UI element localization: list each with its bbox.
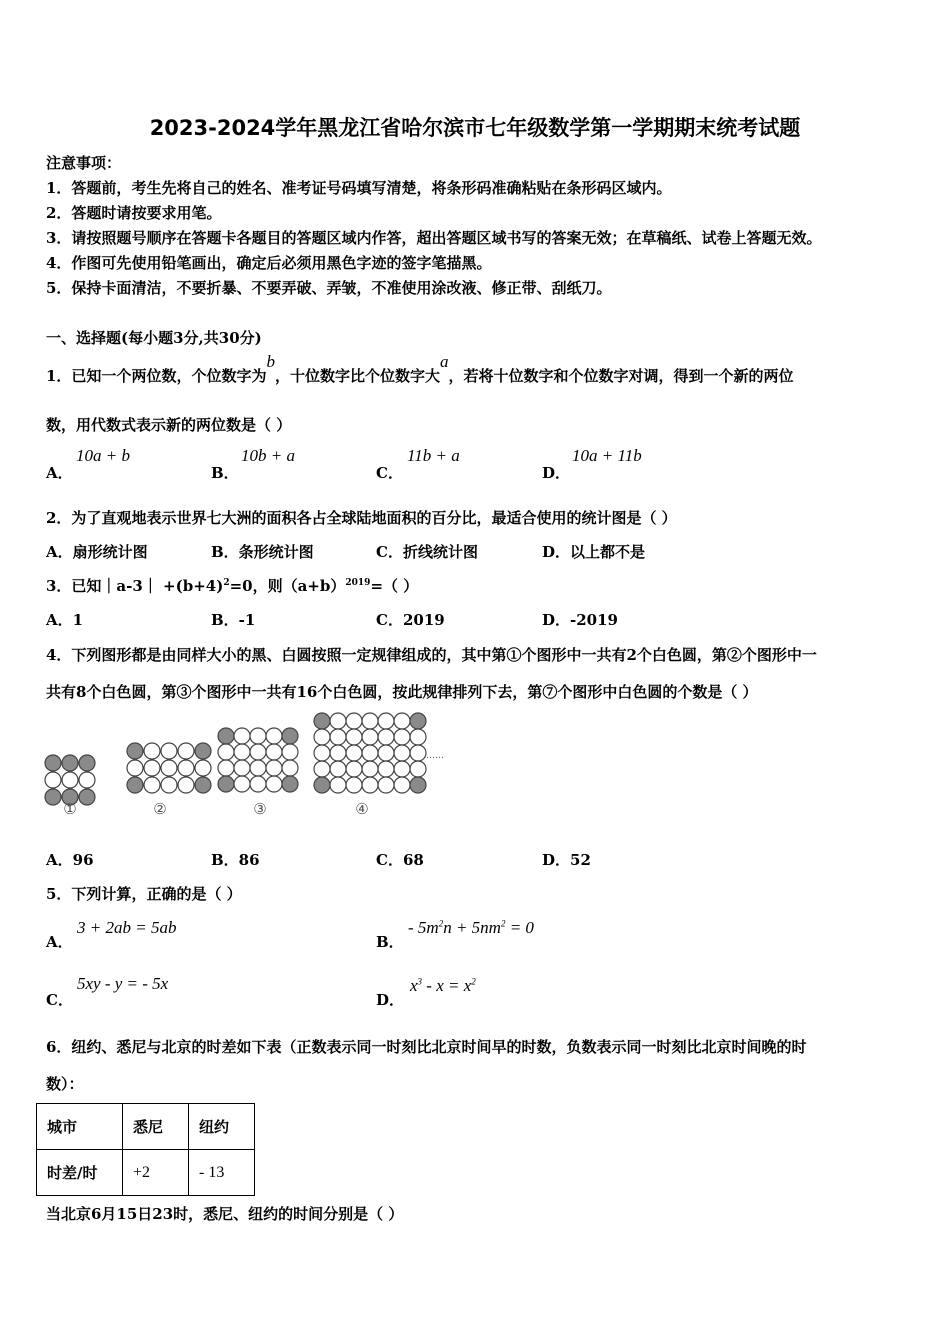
q3-exponent-1: 2	[223, 578, 230, 588]
white-circle	[330, 729, 346, 745]
white-circle	[362, 761, 378, 777]
white-circle	[250, 760, 266, 776]
white-circle	[314, 745, 330, 761]
notice-item-3: 3．请按照题号顺序在答题卡各题目的答题区域内作答，超出答题区域书写的答案无效；在草稿纸、试卷上答题无效。	[46, 229, 822, 247]
question-2: 2．为了直观地表示世界七大洲的面积各占全球陆地面积的百分比，最适合使用的统计图是（ ）	[46, 509, 677, 527]
table-header-sydney: 悉尼	[123, 1104, 189, 1150]
white-circle	[346, 777, 362, 793]
white-circle	[266, 744, 282, 760]
figure-label-3: ③	[253, 800, 267, 818]
figure-ellipsis: ……	[426, 751, 444, 761]
white-circle	[394, 713, 410, 729]
white-circle	[79, 772, 95, 788]
white-circle	[314, 729, 330, 745]
q3-option-d: D．-2019	[542, 611, 618, 629]
white-circle	[362, 745, 378, 761]
black-circle	[127, 777, 143, 793]
white-circle	[144, 743, 160, 759]
q5-option-a-expr: 3 + 2ab = 5ab	[77, 918, 177, 937]
white-circle	[218, 744, 234, 760]
q3-option-b: B．-1	[211, 611, 256, 629]
white-circle	[314, 761, 330, 777]
white-circle	[250, 776, 266, 792]
q5-d-part-b: - x = x	[422, 976, 472, 995]
black-circle	[79, 755, 95, 771]
notice-item-5: 5．保持卡面清洁，不要折暴、不要弄破、弄皱，不准使用涂改液、修正带、刮纸刀。	[46, 279, 612, 297]
table-header-city: 城市	[37, 1104, 123, 1150]
table-header-newyork: 纽约	[189, 1104, 255, 1150]
q1-part1: 1．已知一个两位数，个位数字为	[46, 367, 267, 385]
q5-b-sup-a: 2	[438, 918, 444, 929]
q2-option-d: D．以上都不是	[542, 543, 646, 561]
q5-option-a-label: A．	[46, 933, 73, 951]
notice-item-1: 1．答题前，考生先将自己的姓名、准考证号码填写清楚，将条形码准确粘贴在条形码区域内。	[46, 179, 672, 197]
q1-option-a-expr: 10a + b	[76, 446, 130, 465]
white-circle	[362, 713, 378, 729]
white-circle	[378, 745, 394, 761]
figure-label-1: ①	[63, 800, 77, 818]
figure-label-4: ④	[355, 800, 369, 818]
q5-d-part-a: x	[410, 976, 418, 995]
circle-grids	[45, 713, 426, 805]
q5-b-sup-b: 2	[500, 918, 506, 929]
white-circle	[266, 776, 282, 792]
section-heading: 一、选择题(每小题3分,共30分)	[46, 329, 262, 347]
white-circle	[378, 713, 394, 729]
circle-pattern-figure	[40, 710, 470, 820]
white-circle	[410, 761, 426, 777]
white-circle	[362, 777, 378, 793]
white-circle	[410, 745, 426, 761]
white-circle	[144, 777, 160, 793]
white-circle	[282, 760, 298, 776]
q3-exponent-2: 2019	[345, 578, 371, 588]
black-circle	[282, 728, 298, 744]
q3-text-b: =0，则（a+b）	[229, 577, 346, 595]
black-circle	[314, 777, 330, 793]
black-circle	[127, 743, 143, 759]
white-circle	[330, 777, 346, 793]
white-circle	[394, 729, 410, 745]
white-circle	[161, 777, 177, 793]
black-circle	[410, 713, 426, 729]
white-circle	[394, 777, 410, 793]
white-circle	[394, 745, 410, 761]
notice-item-2: 2．答题时请按要求用笔。	[46, 204, 222, 222]
q5-d-sup-a: 3	[417, 976, 423, 987]
white-circle	[144, 760, 160, 776]
white-circle	[378, 777, 394, 793]
q5-b-part-a: - 5m	[408, 918, 439, 937]
q1-line2: 数，用代数式表示新的两位数是（ ）	[46, 416, 292, 434]
white-circle	[127, 760, 143, 776]
q1-option-a-label: A．	[46, 464, 73, 482]
q5-option-c-expr: 5xy - y = - 5x	[77, 974, 169, 993]
q1-option-b-expr: 10b + a	[241, 446, 295, 465]
q4-option-c: C．68	[376, 851, 424, 869]
white-circle	[378, 761, 394, 777]
q1-part3: ，若将十位数字和个位数字对调，得到一个新的两位	[448, 367, 794, 385]
white-circle	[362, 729, 378, 745]
black-circle	[195, 777, 211, 793]
q5-b-part-b: n + 5nm	[443, 918, 501, 937]
q1-option-d-expr: 10a + 11b	[572, 446, 642, 465]
q4-option-b: B．86	[211, 851, 260, 869]
question-4-line2: 共有8个白色圆，第③个图形中一共有16个白色圆，按此规律排列下去，第⑦个图形中白色圆的个数是（ ）	[46, 683, 758, 701]
black-circle	[79, 789, 95, 805]
question-1	[46, 352, 794, 386]
q1-option-d-label: D．	[542, 464, 571, 482]
q3-text-c: =（ ）	[370, 577, 419, 595]
q1-part2: ，十位数字比个位数字大	[274, 367, 440, 385]
black-circle	[314, 713, 330, 729]
white-circle	[178, 760, 194, 776]
white-circle	[161, 760, 177, 776]
white-circle	[218, 760, 234, 776]
q1-var-b: b	[266, 352, 275, 371]
black-circle	[195, 743, 211, 759]
notice-item-4: 4．作图可先使用铅笔画出，确定后必须用黑色字迹的签字笔描黑。	[46, 254, 492, 272]
table-row	[37, 1104, 255, 1150]
q1-option-c-label: C．	[376, 464, 403, 482]
white-circle	[410, 729, 426, 745]
white-circle	[330, 713, 346, 729]
q3-text-a: 3．已知｜a-3｜ +(b+4)	[46, 577, 224, 595]
q2-option-a: A．扇形统计图	[46, 543, 148, 561]
figure-label-2: ②	[153, 800, 167, 818]
black-circle	[45, 755, 61, 771]
white-circle	[45, 772, 61, 788]
q3-option-c: C．2019	[376, 611, 445, 629]
question-6-line2: 数）：	[46, 1075, 84, 1093]
white-circle	[394, 761, 410, 777]
q5-option-b-label: B．	[376, 933, 404, 951]
question-6-line1: 6．纽约、悉尼与北京的时差如下表（正数表示同一时刻比北京时间早的时数，负数表示同一时刻比北京时间晚的时	[46, 1038, 807, 1056]
white-circle	[346, 729, 362, 745]
white-circle	[346, 761, 362, 777]
q5-option-d-expr	[410, 976, 476, 996]
q5-option-b-expr	[408, 918, 534, 938]
notice-heading: 注意事项：	[46, 154, 122, 172]
table-cell-newyork: - 13	[189, 1150, 255, 1196]
white-circle	[195, 760, 211, 776]
q5-b-part-c: = 0	[505, 918, 534, 937]
q4-option-d: D．52	[542, 851, 591, 869]
page-title: 2023-2024学年黑龙江省哈尔滨市七年级数学第一学期期末统考试题	[149, 116, 801, 140]
table-cell-label: 时差/时	[37, 1150, 123, 1196]
white-circle	[178, 777, 194, 793]
black-circle	[282, 776, 298, 792]
white-circle	[234, 728, 250, 744]
table-cell-sydney: +2	[123, 1150, 189, 1196]
q1-option-c-expr: 11b + a	[407, 446, 460, 465]
question-4-line1: 4．下列图形都是由同样大小的黑、白圆按照一定规律组成的，其中第①个图形中一共有2个白色圆，第②个图形中一	[46, 646, 817, 664]
q5-option-d-label: D．	[376, 991, 405, 1009]
time-difference-table	[36, 1103, 255, 1196]
q5-option-c-label: C．	[46, 991, 73, 1009]
question-3	[46, 575, 418, 596]
white-circle	[378, 729, 394, 745]
q4-option-a: A．96	[46, 851, 94, 869]
q3-option-a: A．1	[46, 611, 84, 629]
question-5: 5．下列计算，正确的是（ ）	[46, 885, 242, 903]
white-circle	[234, 744, 250, 760]
white-circle	[250, 728, 266, 744]
black-circle	[45, 789, 61, 805]
black-circle	[410, 777, 426, 793]
black-circle	[218, 728, 234, 744]
white-circle	[234, 760, 250, 776]
q2-option-b: B．条形统计图	[211, 543, 314, 561]
black-circle	[62, 755, 78, 771]
q1-var-a: a	[439, 352, 449, 371]
white-circle	[62, 772, 78, 788]
q5-d-sup-b: 2	[471, 976, 476, 987]
white-circle	[266, 728, 282, 744]
white-circle	[234, 776, 250, 792]
white-circle	[266, 760, 282, 776]
q1-option-b-label: B．	[211, 464, 239, 482]
white-circle	[161, 743, 177, 759]
white-circle	[346, 713, 362, 729]
white-circle	[250, 744, 266, 760]
white-circle	[178, 743, 194, 759]
white-circle	[282, 744, 298, 760]
white-circle	[346, 745, 362, 761]
question-6-after: 当北京6月15日23时，悉尼、纽约的时间分别是（ ）	[46, 1205, 404, 1223]
white-circle	[330, 745, 346, 761]
table-row	[37, 1150, 255, 1196]
white-circle	[330, 761, 346, 777]
q2-option-c: C．折线统计图	[376, 543, 478, 561]
black-circle	[218, 776, 234, 792]
